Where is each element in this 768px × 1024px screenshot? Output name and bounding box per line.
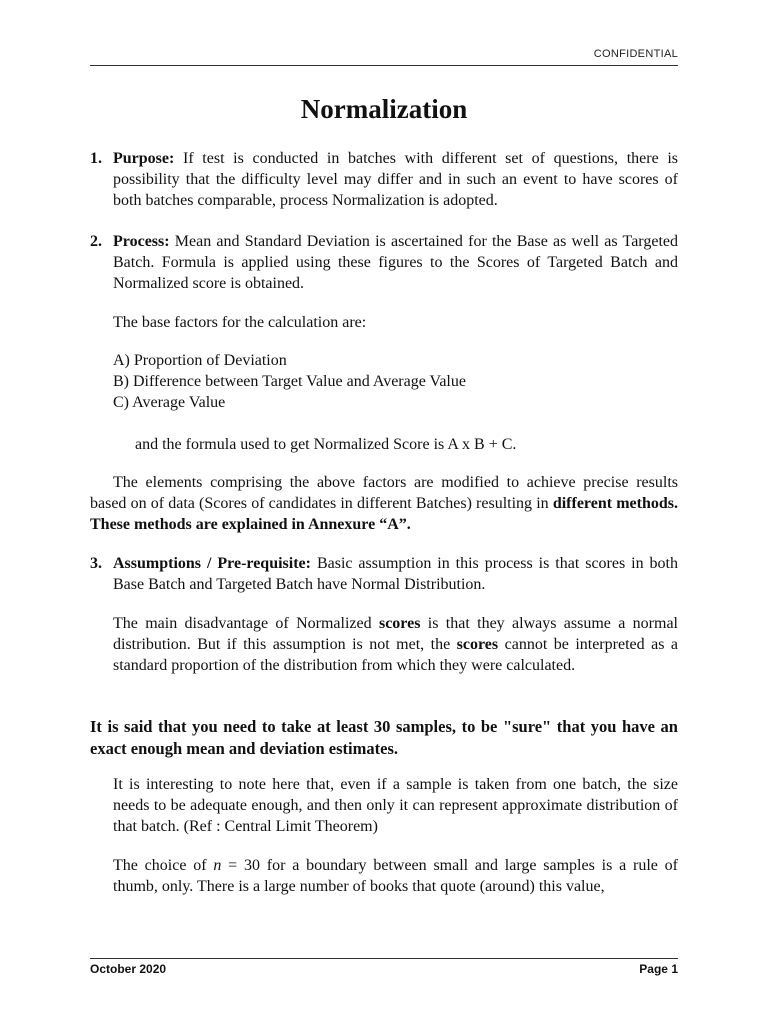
section-assumptions-text: Basic assumption in this process is that scores in both Base Batch and Targeted Batch have Normal Distribution. bbox=[113, 555, 679, 593]
header-label: CONFIDENTIAL bbox=[593, 48, 678, 60]
section-assumptions-number: 3. bbox=[90, 555, 102, 572]
factor-b: B) Difference between Target Value and Average Value bbox=[113, 373, 466, 390]
page-title: Normalization bbox=[300, 94, 468, 124]
section-process bbox=[90, 231, 678, 294]
elements-text: The elements comprising the above factors are modified to achieve precise results based on of data (Scores of candidates in different Batches) resulting in bbox=[90, 474, 678, 512]
section-assumptions-heading: Assumptions / Pre-requisite: bbox=[113, 555, 311, 572]
disadvantage-text-1: The main disadvantage of Normalized bbox=[113, 615, 372, 632]
section-assumptions bbox=[90, 553, 678, 595]
emphasis-statement: It is said that you need to take at least 30 samples, to be "sure" that you have an exact enough mean and deviation estimates. bbox=[90, 717, 678, 758]
choice-paragraph bbox=[113, 855, 678, 897]
footer-rule bbox=[90, 958, 678, 959]
choice-text-2: = 30 for a boundary between small and large samples is a rule of thumb, only. There is a large number of books that quote (around) this value, bbox=[113, 857, 678, 895]
section-purpose-number: 1. bbox=[90, 150, 102, 167]
footer-date: October 2020 bbox=[90, 962, 167, 976]
factor-list bbox=[113, 350, 678, 413]
footer-page-number: Page 1 bbox=[639, 962, 678, 976]
disadvantage-text-2: is that they always assume a normal distribution. But if this assumption is not met, the bbox=[113, 615, 679, 653]
interesting-paragraph: It is interesting to note here that, even if a sample is taken from one batch, the size needs to be adequate enough, and then only it can represent approximate distribution of that batch. (Ref : Central Limit Theorem) bbox=[113, 776, 678, 835]
disadvantage-bold-2: scores bbox=[456, 636, 499, 653]
disadvantage-bold-1: scores bbox=[378, 615, 421, 632]
disadvantage-paragraph bbox=[113, 613, 678, 676]
factor-c: C) Average Value bbox=[113, 394, 226, 411]
section-purpose bbox=[90, 148, 678, 211]
choice-variable: n bbox=[213, 857, 222, 874]
section-process-heading: Process: bbox=[113, 233, 170, 250]
base-factors-intro: The base factors for the calculation are: bbox=[113, 314, 367, 331]
disadvantage-text-3: cannot be interpreted as a standard proportion of the distribution from which they were calculated. bbox=[113, 636, 679, 674]
elements-paragraph bbox=[90, 472, 678, 535]
section-process-number: 2. bbox=[90, 233, 102, 250]
formula-text: and the formula used to get Normalized Score is A x B + C. bbox=[135, 436, 517, 453]
section-purpose-heading: Purpose: bbox=[113, 150, 175, 167]
elements-bold: different methods. These methods are explained in Annexure “A”. bbox=[90, 495, 679, 533]
section-process-text: Mean and Standard Deviation is ascertained for the Base as well as Targeted Batch. Formula is applied using these figures to the Scores of Targeted Batch and Normalized score is obtained. bbox=[113, 233, 678, 292]
section-purpose-text: If test is conducted in batches with different set of questions, there is possibility that the difficulty level may differ and in such an event to have scores of both batches comparable, process Normalization is adopted. bbox=[113, 150, 678, 209]
factor-a: A) Proportion of Deviation bbox=[113, 352, 287, 369]
header-rule bbox=[90, 65, 678, 66]
choice-text-1: The choice of bbox=[113, 857, 207, 874]
